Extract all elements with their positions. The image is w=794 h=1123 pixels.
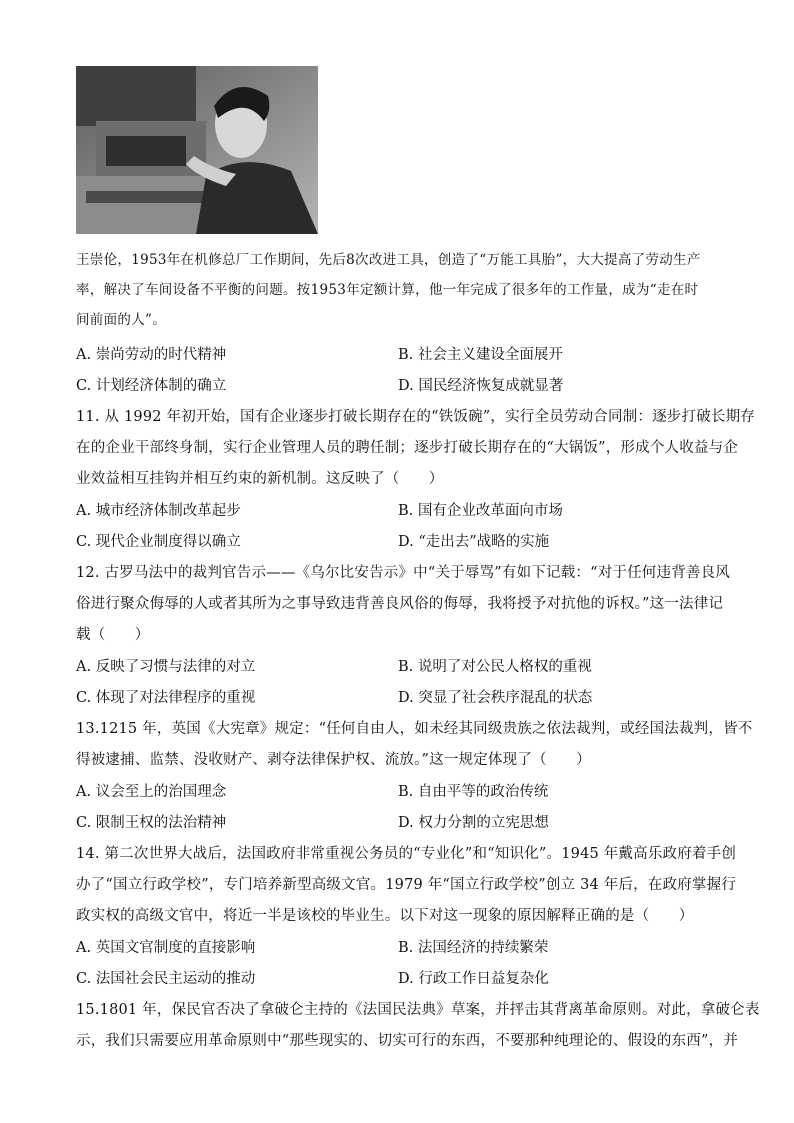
q13-stem-line: 13.1215 年，英国《大宪章》规定：“任何自由人，如未经其同级贵族之依法裁判，或经国法裁判，皆不 — [76, 721, 753, 737]
q12-option-b: B. 说明了对公民人格权的重视 — [398, 659, 592, 675]
q13-option-b: B. 自由平等的政治传统 — [398, 784, 549, 800]
q15-stem-line: 15.1801 年，保民官否决了拿破仑主持的《法国民法典》草案，并抨击其背离革命原则。对此，拿破仑表 — [76, 1002, 760, 1018]
q11-stem-line: 11. 从 1992 年初开始，国有企业逐步打破长期存在的“铁饭碗”，实行全员劳动合同制：逐步打破长期存 — [76, 409, 756, 425]
q11-option-a: A. 城市经济体制改革起步 — [76, 503, 241, 519]
q12-option-c: C. 体现了对法律程序的重视 — [76, 690, 256, 706]
q13-stem-line: 得被逮捕、监禁、没收财产、剥夺法律保护权、流放。”这一规定体现了（ ） — [76, 752, 591, 768]
q12-stem-line: 载（ ） — [76, 627, 150, 643]
q13-option-d: D. 权力分割的立宪思想 — [398, 815, 549, 831]
caption-line: 间前面的人”。 — [76, 312, 167, 328]
q10-option-a: A. 崇尚劳动的时代精神 — [76, 347, 227, 363]
worker-at-machine-photo-icon — [76, 66, 318, 234]
q11-stem-line: 在的企业干部终身制，实行企业管理人员的聘任制；逐步打破长期存在的“大锅饭”，形成个人收益与企 — [76, 440, 739, 456]
q14-stem-line: 办了“国立行政学校”，专门培养新型高级文官。1979 年“国立行政学校”创立 34 年后，在政府掌握行 — [76, 877, 737, 893]
q14-option-d: D. 行政工作日益复杂化 — [398, 971, 549, 987]
q14-stem-line: 14. 第二次世界大战后，法国政府非常重视公务员的“专业化”和“知识化”。1945 年戴高乐政府着手创 — [76, 846, 737, 862]
q11-option-d: D. “走出去”战略的实施 — [398, 534, 550, 550]
q12-stem-line: 俗进行聚众侮辱的人或者其所为之事导致违背善良风俗的侮辱，我将授予对抗他的诉权。”这一法律记 — [76, 596, 724, 612]
q14-option-a: A. 英国文官制度的直接影响 — [76, 940, 256, 956]
caption-line: 王崇伦，1953年在机修总厂工作期间，先后8次改进工具，创造了“万能工具胎”，大大提高了劳动生产 — [76, 252, 701, 268]
caption-line: 率，解决了车间设备不平衡的问题。按1953年定额计算，他一年完成了很多年的工作量，成为“走在时 — [76, 282, 699, 298]
worker-photo — [76, 66, 318, 234]
q14-option-c: C. 法国社会民主运动的推动 — [76, 971, 256, 987]
q10-option-c: C. 计划经济体制的确立 — [76, 378, 227, 394]
q11-stem-line: 业效益相互挂钩并相互约束的新机制。这反映了（ ） — [76, 471, 444, 487]
q10-option-d: D. 国民经济恢复成就显著 — [398, 378, 564, 394]
photo-caption — [76, 245, 726, 335]
q15-stem-line: 示，我们只需要应用革命原则中“那些现实的、切实可行的东西，不要那种纯理论的、假设的东西”，并 — [76, 1033, 739, 1049]
q14-stem-line: 政实权的高级文官中，将近一半是该校的毕业生。以下对这一现象的原因解释正确的是（ ） — [76, 908, 694, 924]
q12-option-a: A. 反映了习惯与法律的对立 — [76, 659, 256, 675]
q12-stem-line: 12. 古罗马法中的裁判官告示——《乌尔比安告示》中“关于辱骂”有如下记载：“对于任何违背善良风 — [76, 565, 731, 581]
q10-option-b: B. 社会主义建设全面展开 — [398, 347, 563, 363]
q11-option-c: C. 现代企业制度得以确立 — [76, 534, 241, 550]
q13-option-a: A. 议会至上的治国理念 — [76, 784, 227, 800]
q11-option-b: B. 国有企业改革面向市场 — [398, 503, 563, 519]
q13-option-c: C. 限制王权的法治精神 — [76, 815, 227, 831]
q14-option-b: B. 法国经济的持续繁荣 — [398, 940, 549, 956]
q12-option-d: D. 突显了社会秩序混乱的状态 — [398, 690, 593, 706]
